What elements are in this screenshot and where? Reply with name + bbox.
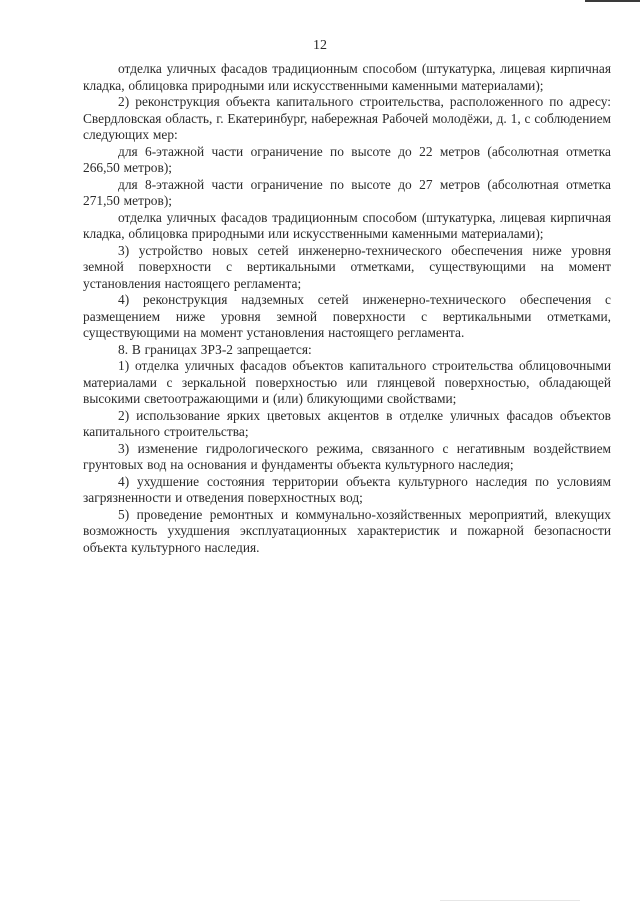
- scan-edge-mark: [585, 0, 640, 2]
- paragraph: отделка уличных фасадов традиционным способом (штукатурка, лицевая кирпичная кладка, облицовка природными или искусственными каменными материалами);: [83, 209, 611, 241]
- paragraph: 4) ухудшение состояния территории объекта культурного наследия по условиям загрязненности и отведения поверхностных вод;: [83, 473, 611, 505]
- paragraph: 3) устройство новых сетей инженерно-технического обеспечения ниже уровня земной поверхности с вертикальными отметками, существующими на момент установления настоящего регламента;: [83, 242, 611, 291]
- paragraph: 5) проведение ремонтных и коммунально-хозяйственных мероприятий, влекущих возможность ухудшения эксплуатационных характеристик и пожарной безопасности объекта культурного наследия.: [83, 506, 611, 555]
- paragraph: для 6-этажной части ограничение по высоте до 22 метров (абсолютная отметка 266,50 метров);: [83, 143, 611, 175]
- paragraph: 4) реконструкция надземных сетей инженерно-технического обеспечения с размещением ниже уровня земной поверхности с вертикальными отметками, существующими на момент установления настоящего регламента.: [83, 292, 611, 340]
- paragraph: 3) изменение гидрологического режима, связанного с негативным воздействием грунтовых вод на основания и фундаменты объекта культурного наследия;: [83, 440, 611, 472]
- paragraph: 1) отделка уличных фасадов объектов капитального строительства облицовочными материалами с зеркальной поверхностью или глянцевой поверхностью, обладающей высокими светоотражающими и (или) бликующими свойствами;: [83, 358, 611, 406]
- paragraph: 2) использование ярких цветовых акцентов в отделке уличных фасадов объектов капитального строительства;: [83, 407, 611, 439]
- page-number: 12: [313, 38, 327, 53]
- paragraph: 2) реконструкция объекта капитального строительства, расположенного по адресу: Свердловская область, г. Екатеринбург, набережная Рабочей молодёжи, д. 1, с соблюдением следующих мер:: [83, 94, 611, 142]
- section-heading: 8. В границах ЗРЗ-2 запрещается:: [118, 341, 312, 357]
- paragraph: для 8-этажной части ограничение по высоте до 27 метров (абсолютная отметка 271,50 метров);: [83, 176, 611, 208]
- scan-bottom-mark: [440, 900, 580, 901]
- paragraph: отделка уличных фасадов традиционным способом (штукатурка, лицевая кирпичная кладка, облицовка природными или искусственными каменными материалами);: [83, 61, 611, 93]
- body-text: [83, 61, 611, 556]
